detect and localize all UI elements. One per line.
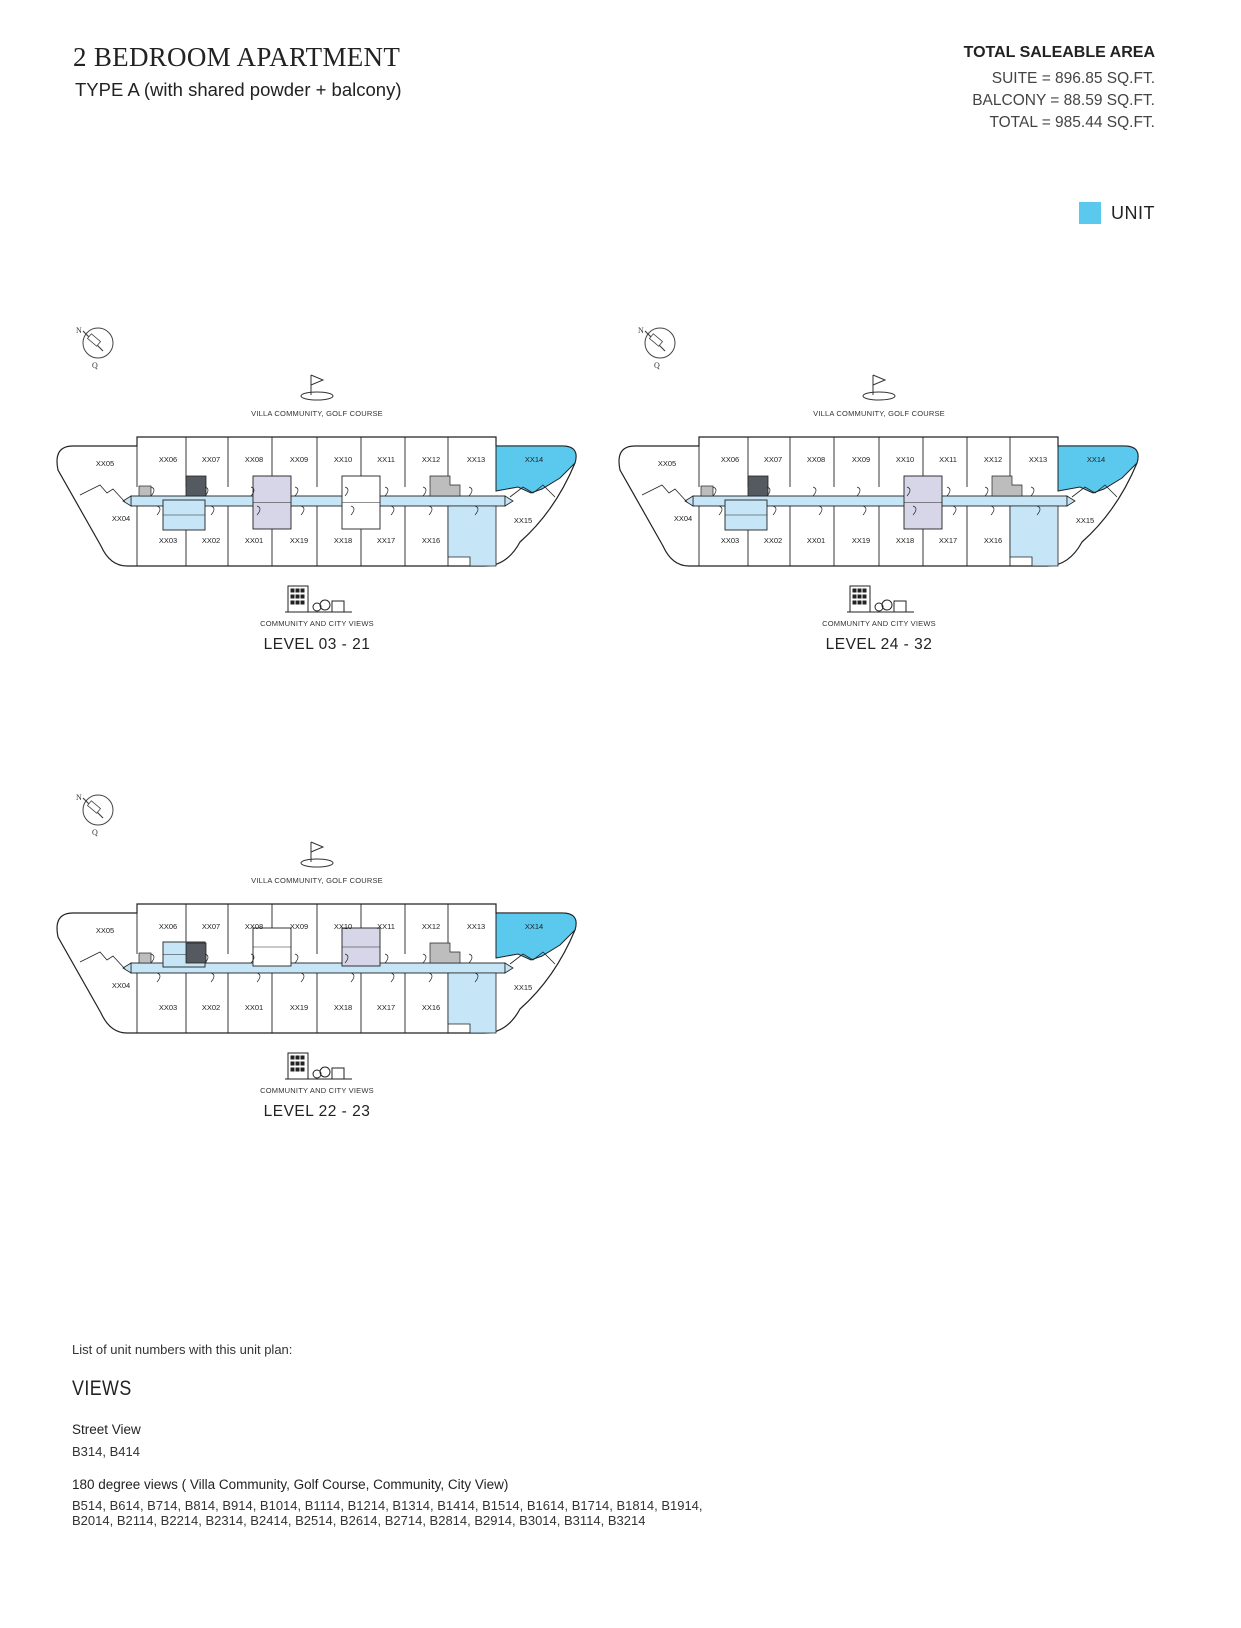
- unit-label-xx12: XX12: [421, 455, 441, 464]
- building-window: [291, 601, 294, 604]
- view-label-bottom: COMMUNITY AND CITY VIEWS: [260, 1086, 374, 1095]
- unit-label-xx07: XX07: [763, 455, 783, 464]
- golf-flag-icon: [301, 375, 333, 400]
- flag-cloth: [873, 375, 885, 385]
- street-view-heading: Street View: [72, 1422, 141, 1437]
- view-label-top: VILLA COMMUNITY, GOLF COURSE: [251, 876, 383, 885]
- street-view-units: B314, B414: [72, 1444, 140, 1459]
- compass-n-label: N: [638, 326, 644, 335]
- degree-views-heading: 180 degree views ( Villa Community, Golf Course, Community, City View): [72, 1477, 509, 1492]
- unit-label-xx05: XX05: [95, 459, 115, 468]
- degree-views-units-line-2: B2014, B2114, B2214, B2314, B2414, B2514, B2614, B2714, B2814, B2914, B3014, B3114, B3214: [72, 1513, 646, 1528]
- building-window: [858, 589, 861, 592]
- area-balcony: BALCONY = 88.59 SQ.FT.: [972, 92, 1155, 109]
- unit-label-xx19: XX19: [851, 536, 871, 545]
- service-room: [139, 953, 151, 963]
- unit-label-xx01: XX01: [244, 1003, 264, 1012]
- unit-label-xx02: XX02: [763, 536, 783, 545]
- tree-icon: [882, 600, 892, 610]
- lift-shaft: [748, 476, 768, 496]
- unit-label-xx14: XX14: [524, 922, 544, 931]
- unit-label-xx07: XX07: [201, 455, 221, 464]
- unit-label-xx11: XX11: [939, 455, 957, 464]
- unit-label-xx13: XX13: [466, 455, 486, 464]
- unit-label-xx15: XX15: [513, 983, 533, 992]
- unit-label-xx10: XX10: [333, 922, 353, 931]
- house-icon: [332, 1068, 344, 1079]
- unit-label-xx11: XX11: [377, 922, 395, 931]
- unit-label-xx01: XX01: [244, 536, 264, 545]
- level-caption: LEVEL 22 - 23: [263, 1103, 371, 1120]
- unit-label-xx04: XX04: [111, 981, 131, 990]
- area-heading: TOTAL SALEABLE AREA: [963, 44, 1155, 61]
- city-buildings-icon: [285, 586, 352, 612]
- unit-label-xx16: XX16: [421, 536, 441, 545]
- building-window: [291, 595, 294, 598]
- building-window: [296, 1068, 299, 1071]
- unit-label-xx19: XX19: [289, 1003, 309, 1012]
- building-window: [296, 601, 299, 604]
- city-buildings-icon: [847, 586, 914, 612]
- compass-icon: [76, 793, 113, 837]
- building-window: [858, 595, 861, 598]
- compass-icon: [638, 326, 675, 370]
- compass-arrow: [87, 801, 100, 813]
- building-window: [858, 601, 861, 604]
- unit-label-xx16: XX16: [421, 1003, 441, 1012]
- building-window: [853, 589, 856, 592]
- unit-label-xx06: XX06: [158, 455, 178, 464]
- building-window: [301, 589, 304, 592]
- compass-n-label: N: [76, 793, 82, 802]
- building-window: [291, 1056, 294, 1059]
- tree-icon: [320, 1067, 330, 1077]
- building-window: [301, 1068, 304, 1071]
- view-label-top: VILLA COMMUNITY, GOLF COURSE: [813, 409, 945, 418]
- unit-label-xx15: XX15: [513, 516, 533, 525]
- unit-label-xx11: XX11: [377, 455, 395, 464]
- compass-q-label: Q: [92, 828, 98, 837]
- service-room: [701, 486, 713, 496]
- page-subtitle: TYPE A (with shared powder + balcony): [75, 79, 402, 100]
- compass-q-label: Q: [92, 361, 98, 370]
- compass-q-label: Q: [654, 361, 660, 370]
- building-window: [863, 595, 866, 598]
- unit-label-xx17: XX17: [938, 536, 958, 545]
- unit-label-xx09: XX09: [289, 922, 309, 931]
- house-icon: [894, 601, 906, 612]
- golf-green: [301, 392, 333, 400]
- level-caption: LEVEL 03 - 21: [263, 636, 371, 653]
- building-window: [853, 595, 856, 598]
- compass-arrow: [649, 334, 662, 346]
- views-heading: VIEWS: [72, 1377, 132, 1400]
- xx16-terrace: [448, 506, 496, 566]
- floor-plan-level-22-23: [55, 792, 595, 1137]
- unit-label-xx12: XX12: [983, 455, 1003, 464]
- building-window: [853, 601, 856, 604]
- building-window: [301, 1056, 304, 1059]
- unit-label-xx02: XX02: [201, 536, 221, 545]
- building-window: [863, 589, 866, 592]
- building-window: [296, 589, 299, 592]
- xx16-terrace: [1010, 506, 1058, 566]
- building-window: [301, 595, 304, 598]
- building-window: [296, 1056, 299, 1059]
- floor-plan-group: [619, 326, 1138, 612]
- area-suite: SUITE = 896.85 SQ.FT.: [991, 70, 1155, 87]
- unit-label-xx12: XX12: [421, 922, 441, 931]
- floor-plan-level-03-21: [55, 325, 595, 670]
- unit-label-xx19: XX19: [289, 536, 309, 545]
- unit-label-xx09: XX09: [851, 455, 871, 464]
- view-label-top: VILLA COMMUNITY, GOLF COURSE: [251, 409, 383, 418]
- building-window: [296, 595, 299, 598]
- unit-label-xx05: XX05: [657, 459, 677, 468]
- unit-label-xx02: XX02: [201, 1003, 221, 1012]
- unit-list-intro: List of unit numbers with this unit plan:: [72, 1342, 293, 1357]
- house-icon: [332, 601, 344, 612]
- golf-flag-icon: [863, 375, 895, 400]
- unit-label-xx17: XX17: [376, 536, 396, 545]
- unit-label-xx03: XX03: [158, 1003, 178, 1012]
- unit-label-xx13: XX13: [1028, 455, 1048, 464]
- lift-shaft: [186, 943, 206, 963]
- unit-label-xx04: XX04: [111, 514, 131, 523]
- unit-label-xx09: XX09: [289, 455, 309, 464]
- level-caption: LEVEL 24 - 32: [825, 636, 933, 653]
- page-title: 2 BEDROOM APARTMENT: [73, 42, 401, 72]
- legend-swatch: [1079, 202, 1101, 224]
- compass-arrow: [87, 334, 100, 346]
- golf-green: [301, 859, 333, 867]
- unit-label-xx06: XX06: [158, 922, 178, 931]
- flag-cloth: [311, 842, 323, 852]
- view-label-bottom: COMMUNITY AND CITY VIEWS: [822, 619, 936, 628]
- view-label-bottom: COMMUNITY AND CITY VIEWS: [260, 619, 374, 628]
- area-summary: [964, 44, 1155, 134]
- compass-icon: [76, 326, 113, 370]
- building-window: [301, 601, 304, 604]
- golf-green: [863, 392, 895, 400]
- unit-label-xx06: XX06: [720, 455, 740, 464]
- building-window: [296, 1062, 299, 1065]
- unit-label-xx18: XX18: [333, 1003, 353, 1012]
- city-buildings-icon: [285, 1053, 352, 1079]
- unit-label-xx10: XX10: [333, 455, 353, 464]
- unit-label-xx08: XX08: [806, 455, 826, 464]
- unit-label-xx13: XX13: [466, 922, 486, 931]
- building-window: [291, 589, 294, 592]
- flag-cloth: [311, 375, 323, 385]
- unit-label-xx15: XX15: [1075, 516, 1095, 525]
- building-window: [291, 1062, 294, 1065]
- tree-icon: [320, 600, 330, 610]
- unit-label-xx08: XX08: [244, 455, 264, 464]
- unit-label-xx18: XX18: [333, 536, 353, 545]
- building-window: [863, 601, 866, 604]
- unit-label-xx03: XX03: [158, 536, 178, 545]
- floor-plan-level-24-32: [617, 325, 1157, 670]
- unit-label-xx18: XX18: [895, 536, 915, 545]
- xx16-terrace: [448, 973, 496, 1033]
- lift-shaft: [186, 476, 206, 496]
- unit-label-xx14: XX14: [1086, 455, 1106, 464]
- unit-label-xx05: XX05: [95, 926, 115, 935]
- floor-plan-group: [57, 793, 576, 1079]
- unit-label-xx01: XX01: [806, 536, 826, 545]
- legend: [1079, 202, 1155, 224]
- building-window: [301, 1062, 304, 1065]
- area-total: TOTAL = 985.44 SQ.FT.: [989, 114, 1155, 131]
- unit-label-xx17: XX17: [376, 1003, 396, 1012]
- unit-label-xx16: XX16: [983, 536, 1003, 545]
- degree-views-units-line-1: B514, B614, B714, B814, B914, B1014, B1114, B1214, B1314, B1414, B1514, B1614, B1714, B1814, B1914,: [72, 1498, 703, 1513]
- compass-n-label: N: [76, 326, 82, 335]
- service-room: [139, 486, 151, 496]
- golf-flag-icon: [301, 842, 333, 867]
- unit-label-xx10: XX10: [895, 455, 915, 464]
- legend-label: UNIT: [1111, 202, 1155, 223]
- unit-label-xx14: XX14: [524, 455, 544, 464]
- unit-label-xx07: XX07: [201, 922, 221, 931]
- unit-label-xx08: XX08: [244, 922, 264, 931]
- building-window: [291, 1068, 294, 1071]
- floor-plan-group: [57, 326, 576, 612]
- unit-label-xx03: XX03: [720, 536, 740, 545]
- unit-label-xx04: XX04: [673, 514, 693, 523]
